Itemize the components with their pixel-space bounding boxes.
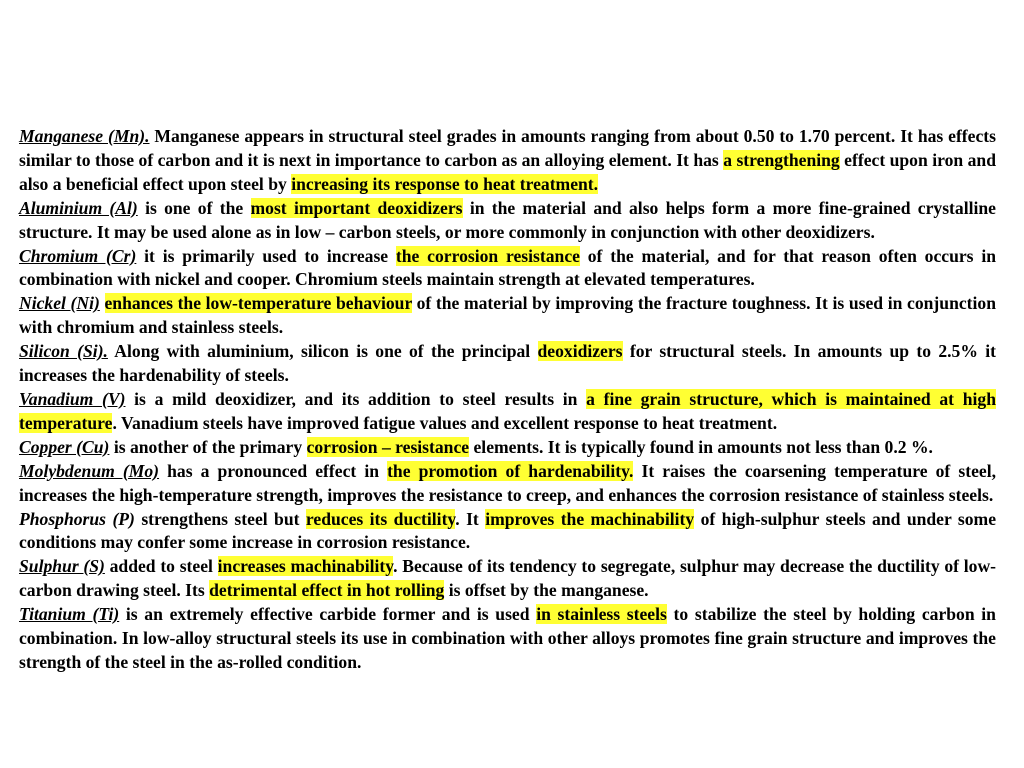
text-run bbox=[100, 293, 105, 313]
element-term: Silicon (Si). bbox=[19, 341, 108, 362]
text-run: . Because of its tendency to segregate, sulphur may decrease the ductility of low-carbon drawing steel. Its bbox=[19, 556, 997, 601]
text-run: of high-sulphur steels and under some conditions may confer some increase in corrosion resistance. bbox=[19, 508, 997, 553]
paragraph bbox=[19, 292, 996, 340]
paragraph bbox=[19, 388, 996, 436]
text-run: Manganese appears in structural steel grades in amounts ranging from about 0.50 to 1.70 percent. It has effects similar to those of carbon and it is next in importance to carbon as an alloying element. It has bbox=[19, 126, 996, 170]
element-term: Vanadium (V) bbox=[19, 388, 126, 409]
text-run: of the material by improving the fracture toughness. It is used in conjunction with chromium and stainless steels. bbox=[19, 293, 996, 338]
element-term: Manganese (Mn). bbox=[19, 126, 150, 146]
paragraph bbox=[19, 460, 996, 508]
text-run: to stabilize the steel by holding carbon in combination. In low-alloy structural steels its use in combination with other alloys promotes fine grain structure and improves the strength of the steel in the as-rolled condition. bbox=[19, 604, 996, 672]
highlighted-phrase: reduces its ductility bbox=[305, 508, 456, 529]
paragraph bbox=[19, 603, 996, 675]
text-run: is a mild deoxidizer, and its addition to steel results in bbox=[125, 388, 587, 409]
text-run: added to steel bbox=[104, 556, 218, 577]
highlighted-phrase: the promotion of hardenability. bbox=[387, 460, 634, 481]
element-term: Sulphur (S) bbox=[19, 556, 105, 577]
highlighted-phrase: detrimental effect in hot rolling bbox=[209, 580, 445, 601]
element-term: Phosphorus (P) bbox=[19, 508, 135, 529]
text-run: It raises the coarsening temperature of steel, increases the high-temperature strength, improves the resistance to creep, and enhances the corrosion resistance of stainless steels. bbox=[19, 460, 996, 505]
text-run: it is primarily used to increase bbox=[136, 245, 396, 266]
paragraph bbox=[19, 125, 996, 197]
element-term: Aluminium (Al) bbox=[19, 197, 138, 218]
text-run: in the material and also helps form a more fine-grained crystalline structure. It may be used alone as in low – carbon steels, or more commonly in conjunction with other deoxidizers. bbox=[19, 197, 996, 242]
text-run: of the material, and for that reason often occurs in combination with nickel and cooper. Chromium steels maintain strength at elevated temperatures. bbox=[19, 245, 997, 290]
document-body bbox=[19, 125, 996, 675]
text-run: . Vanadium steels have improved fatigue values and excellent response to heat treatment. bbox=[112, 412, 778, 433]
highlighted-phrase: the corrosion resistance bbox=[395, 245, 580, 266]
element-term: Molybdenum (Mo) bbox=[19, 460, 160, 481]
text-run: elements. It is typically found in amounts not less than 0.2 %. bbox=[469, 436, 933, 457]
text-run: strengthens steel but bbox=[134, 508, 306, 529]
highlighted-phrase: enhances the low-temperature behaviour bbox=[104, 293, 412, 314]
element-term: Copper (Cu) bbox=[19, 436, 110, 457]
highlighted-phrase: increases machinability bbox=[217, 556, 394, 577]
element-term: Chromium (Cr) bbox=[19, 245, 137, 266]
highlighted-phrase: a fine grain structure, which is maintained at high temperature bbox=[19, 388, 996, 433]
element-term: Nickel (Ni) bbox=[19, 293, 100, 314]
text-run: is one of the bbox=[137, 197, 251, 218]
paragraph bbox=[19, 245, 996, 293]
highlighted-phrase: corrosion – resistance bbox=[306, 436, 470, 457]
paragraph bbox=[19, 340, 996, 388]
highlighted-phrase: increasing its response to heat treatment. bbox=[291, 173, 599, 194]
text-run: is offset by the manganese. bbox=[444, 580, 649, 601]
text-run: effect upon iron and also a beneficial effect upon steel by bbox=[19, 149, 996, 194]
text-run: for structural steels. In amounts up to 2.5% it increases the hardenability of steels. bbox=[19, 341, 996, 386]
highlighted-phrase: improves the machinability bbox=[485, 508, 695, 529]
highlighted-phrase: in stainless steels bbox=[536, 604, 667, 625]
highlighted-phrase: most important deoxidizers bbox=[250, 197, 463, 218]
paragraph bbox=[19, 197, 996, 245]
paragraph bbox=[19, 555, 996, 603]
text-run: Along with aluminium, silicon is one of the principal bbox=[107, 341, 538, 362]
element-term: Titanium (Ti) bbox=[19, 604, 120, 625]
text-run: has a pronounced effect in bbox=[159, 460, 388, 481]
highlighted-phrase: a strengthening bbox=[723, 149, 840, 170]
paragraph bbox=[19, 436, 996, 460]
paragraph bbox=[19, 508, 996, 556]
text-run: is an extremely effective carbide former and is used bbox=[119, 604, 537, 625]
text-run: . It bbox=[455, 508, 486, 529]
highlighted-phrase: deoxidizers bbox=[537, 341, 623, 362]
text-run: is another of the primary bbox=[109, 436, 307, 457]
